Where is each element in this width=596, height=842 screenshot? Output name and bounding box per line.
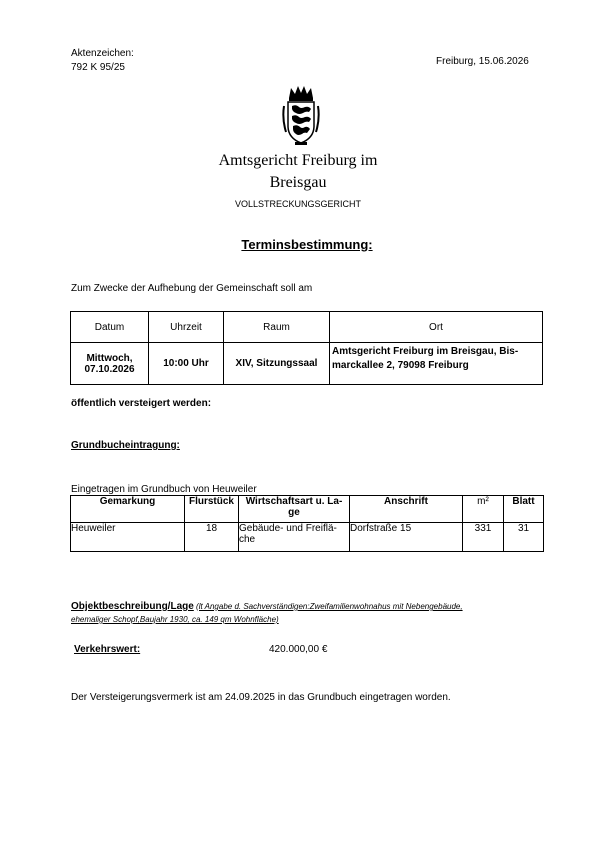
place-date: Freiburg, 15.06.2026 [436, 56, 529, 67]
col-header-wirtschaftsart [239, 496, 350, 523]
col-header-gemarkung: Gemarkung [71, 496, 185, 523]
page-title: Terminsbestimmung: [241, 237, 373, 252]
cell-flurstueck: 18 [185, 523, 239, 552]
court-name-line1: Amtsgericht Freiburg im [218, 152, 378, 169]
col-header-date: Datum [71, 312, 149, 343]
object-description-line1: (lt Angabe d. Sachverständigen:Zweifamilienwohnahus mit Nebengebäude, [196, 602, 463, 611]
col-header-flurstueck: Flurstück [185, 496, 239, 523]
court-name-line2: Breisgau [269, 174, 327, 191]
appointment-table [70, 311, 543, 385]
col-header-wirtschaftsart-line1: Wirtschaftsart u. La- [245, 496, 343, 507]
registration-note: Der Versteigerungsvermerk ist am 24.09.2025 in das Grundbuch eingetragen worden. [71, 692, 451, 703]
col-header-wirtschaftsart-line2: ge [288, 507, 300, 518]
land-register-table [70, 495, 544, 552]
court-department: VOLLSTRECKUNGSGERICHT [234, 199, 362, 209]
coat-of-arms-icon [281, 84, 321, 146]
appointment-date [71, 343, 149, 385]
col-header-room: Raum [224, 312, 330, 343]
appointment-time: 10:00 Uhr [149, 343, 224, 385]
appointment-place-line1: Amtsgericht Freiburg im Breisgau, Bis- [332, 346, 519, 357]
land-register-intro: Eingetragen im Grundbuch von Heuweiler [71, 484, 257, 495]
land-register-heading: Grundbucheintragung: [71, 440, 180, 451]
cell-wirtschaftsart-line1: Gebäude- und Freiflä- [239, 523, 337, 534]
market-value-label: Verkehrswert: [74, 644, 141, 655]
appointment-place [330, 343, 543, 385]
cell-anschrift: Dorfstraße 15 [350, 523, 463, 552]
object-description [71, 600, 551, 626]
col-header-time: Uhrzeit [149, 312, 224, 343]
appointment-place-line2: marckallee 2, 79098 Freiburg [332, 360, 469, 371]
appointment-date-weekday: Mittwoch, [86, 352, 133, 364]
intro-text: Zum Zwecke der Aufhebung der Gemeinschaft soll am [71, 283, 313, 294]
object-description-line2: ehemaliger Schopf,Baujahr 1930, ca. 149 qm Wohnfläche) [71, 615, 279, 624]
cell-gemarkung: Heuweiler [71, 523, 185, 552]
cell-wirtschaftsart [239, 523, 350, 552]
col-header-anschrift: Anschrift [350, 496, 463, 523]
file-reference-label: Aktenzeichen: [71, 48, 134, 59]
market-value-amount: 420.000,00 € [269, 644, 328, 655]
col-header-blatt: Blatt [504, 496, 544, 523]
cell-m2: 331 [463, 523, 504, 552]
object-heading: Objektbeschreibung/Lage [71, 601, 194, 612]
file-reference-number: 792 K 95/25 [71, 62, 125, 73]
col-header-m2: m² [463, 496, 504, 523]
cell-blatt: 31 [504, 523, 544, 552]
auction-text: öffentlich versteigert werden: [71, 398, 212, 409]
appointment-date-value: 07.10.2026 [84, 363, 135, 375]
cell-wirtschaftsart-line2: che [239, 534, 256, 545]
appointment-room: XIV, Sitzungssaal [224, 343, 330, 385]
col-header-place: Ort [330, 312, 543, 343]
